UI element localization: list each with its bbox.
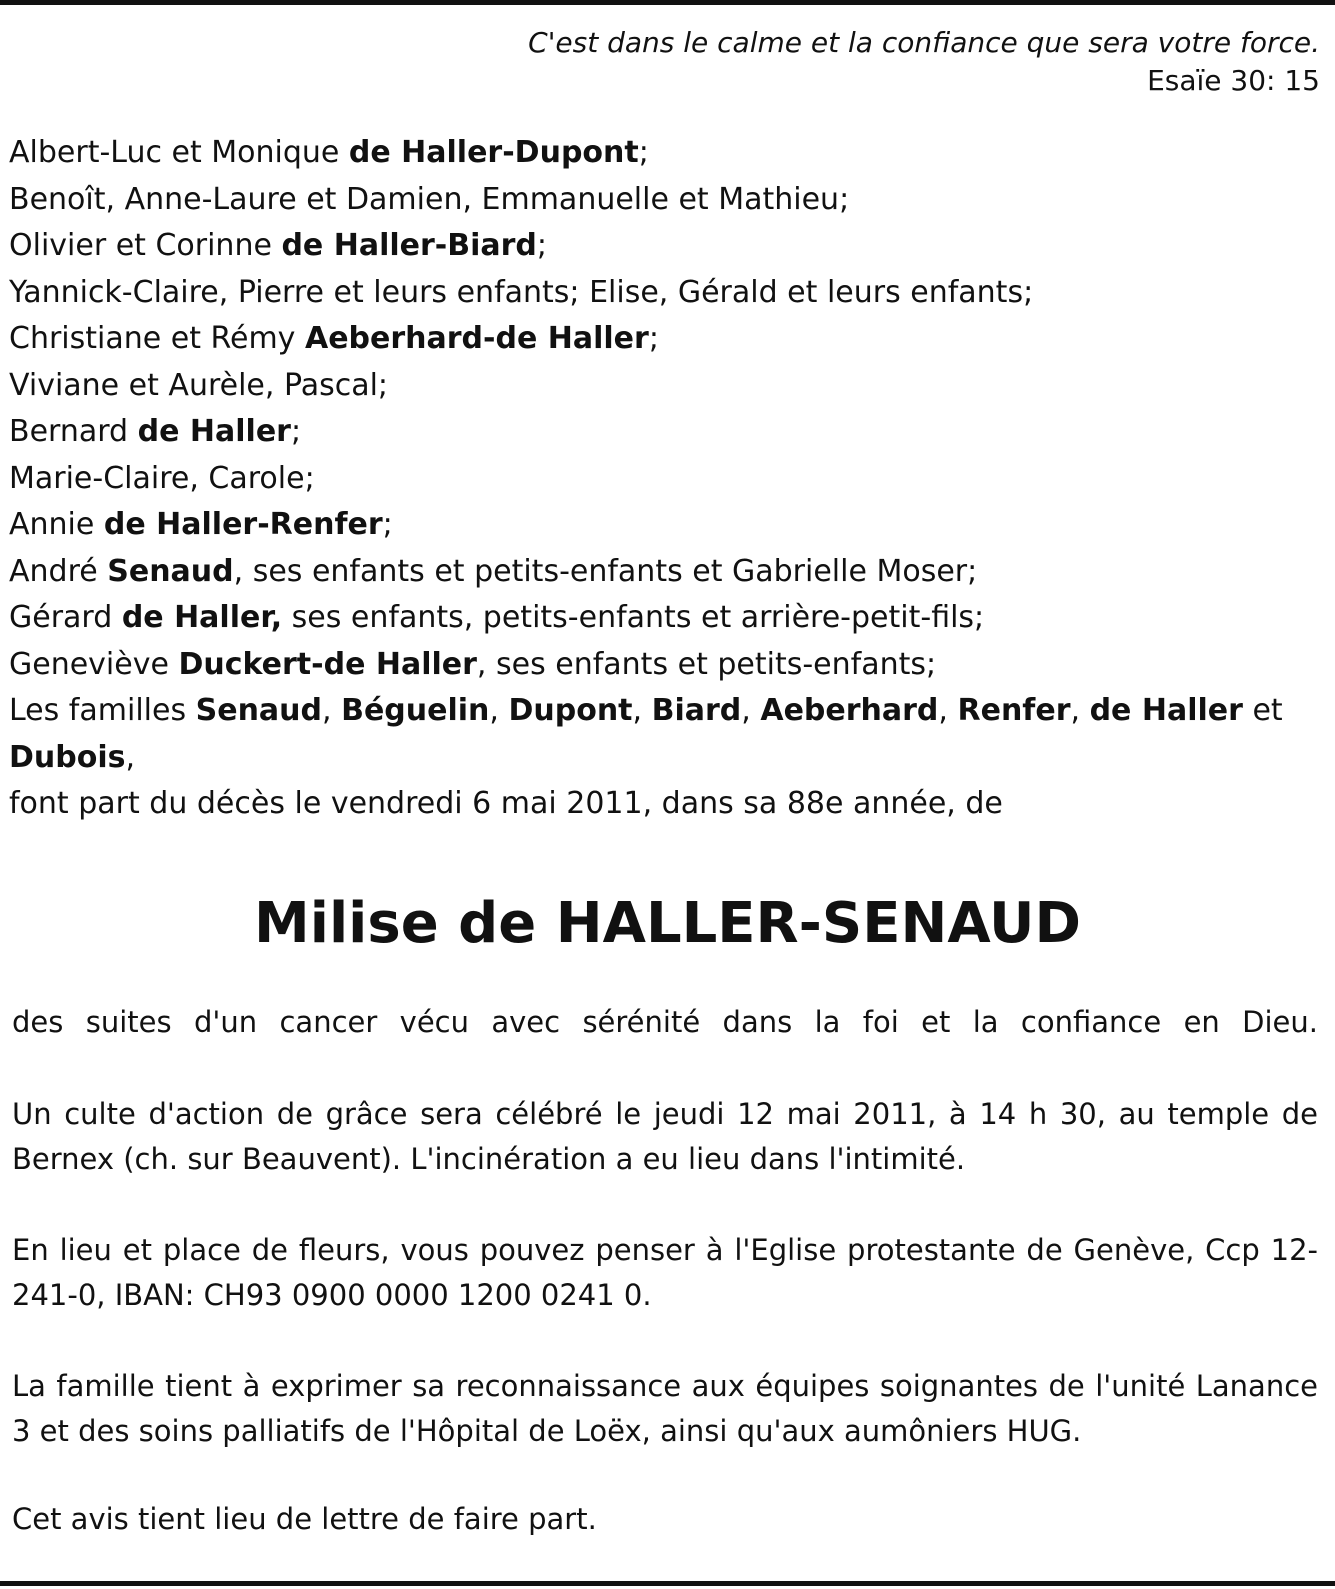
family-text: font part du décès le vendredi 6 mai 2011, dans sa 88e année, de bbox=[9, 786, 1003, 821]
service-paragraph: Un culte d'action de grâce sera célébré le jeudi 12 mai 2011, à 14 h 30, au temple de Bernex (ch. sur Beauvent). L'incinération a eu lieu dans l'intimité. bbox=[12, 1097, 1318, 1176]
thanks-paragraph: La famille tient à exprimer sa reconnaissance aux équipes soignantes de l'unité Lanance 3 et des soins palliatifs de l'Hôpital de Loëx, ainsi qu'aux aumôniers HUG. bbox=[12, 1369, 1318, 1448]
family-text: Olivier et Corinne bbox=[9, 228, 282, 263]
family-name-bold: de Haller bbox=[1089, 693, 1243, 728]
family-text: , ses enfants et petits-enfants et Gabrielle Moser; bbox=[233, 553, 978, 589]
family-name-bold: Dubois bbox=[9, 739, 126, 775]
family-text: André bbox=[9, 553, 108, 589]
family-name-bold: Aeberhard-de Haller bbox=[304, 321, 649, 356]
family-line bbox=[9, 502, 1309, 549]
family-text: , ses enfants et petits-enfants; bbox=[476, 646, 937, 682]
family-name-bold: Senaud bbox=[195, 693, 322, 728]
family-text: ; bbox=[648, 321, 659, 356]
family-line bbox=[9, 781, 1309, 828]
family-text: Les familles bbox=[9, 693, 196, 728]
family-text: Albert-Luc et Monique bbox=[9, 135, 349, 170]
family-line bbox=[9, 735, 1309, 782]
family-line bbox=[9, 270, 1309, 317]
family-text: , bbox=[938, 693, 958, 728]
family-text: ; bbox=[638, 135, 649, 170]
family-name-bold: de Haller-Biard bbox=[281, 228, 537, 263]
family-line bbox=[9, 549, 1309, 596]
family-name-bold: Aeberhard bbox=[760, 693, 939, 728]
family-text: Christiane et Rémy bbox=[9, 321, 305, 356]
family-text: , bbox=[322, 693, 342, 728]
family-name-bold: de Haller-Renfer bbox=[103, 507, 383, 542]
deceased-name: Milise de HALLER-SENAUD bbox=[254, 891, 1081, 956]
family-name-bold: Senaud bbox=[107, 553, 234, 589]
family-text: Annie bbox=[9, 507, 104, 542]
epigraph bbox=[528, 24, 1320, 100]
family-text: Yannick-Claire, Pierre et leurs enfants; Elise, Gérald et leurs enfants; bbox=[9, 274, 1034, 310]
family-text: Benoît, Anne-Laure et Damien, Emmanuelle et Mathieu; bbox=[9, 181, 850, 217]
family-name-bold: Béguelin bbox=[341, 693, 490, 728]
family-name-bold: Dupont bbox=[508, 693, 633, 728]
family-line bbox=[9, 177, 1309, 224]
family-name-bold: de Haller bbox=[137, 414, 291, 449]
family-text: Bernard bbox=[9, 414, 138, 449]
family-name-bold: Renfer bbox=[957, 693, 1071, 728]
family-name-bold: de Haller-Dupont bbox=[348, 135, 639, 170]
family-text: ; bbox=[382, 507, 393, 542]
cause-paragraph: des suites d'un cancer vécu avec sérénité dans la foi et la confiance en Dieu. bbox=[12, 1005, 1318, 1039]
family-text: , bbox=[125, 739, 136, 775]
family-list bbox=[9, 130, 1309, 828]
notice-paragraph: Cet avis tient lieu de lettre de faire part. bbox=[12, 1502, 597, 1536]
family-text: Marie-Claire, Carole; bbox=[9, 460, 315, 496]
family-text: , bbox=[741, 693, 761, 728]
family-line bbox=[9, 595, 1309, 642]
family-text: , bbox=[632, 693, 652, 728]
family-name-bold: Biard bbox=[651, 693, 742, 728]
family-text: , bbox=[489, 693, 509, 728]
family-text: ses enfants, petits-enfants et arrière-petit-fils; bbox=[282, 600, 985, 635]
top-border-rule bbox=[0, 0, 1335, 5]
donation-paragraph: En lieu et place de fleurs, vous pouvez penser à l'Eglise protestante de Genève, Ccp 12-241-0, IBAN: CH93 0900 0000 1200 0241 0. bbox=[12, 1233, 1318, 1312]
family-line bbox=[9, 642, 1309, 689]
family-text: ; bbox=[536, 228, 548, 263]
epigraph-reference: Esaïe 30: 15 bbox=[1147, 64, 1320, 97]
family-name-bold: Duckert-de Haller bbox=[178, 646, 477, 682]
family-line bbox=[9, 363, 1309, 410]
bottom-border-rule bbox=[0, 1581, 1335, 1586]
family-text: , bbox=[1070, 693, 1090, 728]
family-text: ; bbox=[290, 414, 302, 449]
family-line bbox=[9, 456, 1309, 503]
family-line bbox=[9, 688, 1309, 735]
family-text: Gérard bbox=[9, 600, 122, 635]
family-line bbox=[9, 130, 1309, 177]
family-line bbox=[9, 223, 1309, 270]
family-line bbox=[9, 316, 1309, 363]
epigraph-quote: C'est dans le calme et la confiance que sera votre force. bbox=[528, 26, 1320, 59]
family-text: et bbox=[1242, 693, 1283, 728]
family-text: Viviane et Aurèle, Pascal; bbox=[9, 367, 389, 403]
family-text: Geneviève bbox=[9, 646, 179, 682]
family-line bbox=[9, 409, 1309, 456]
family-name-bold: de Haller, bbox=[121, 600, 283, 635]
